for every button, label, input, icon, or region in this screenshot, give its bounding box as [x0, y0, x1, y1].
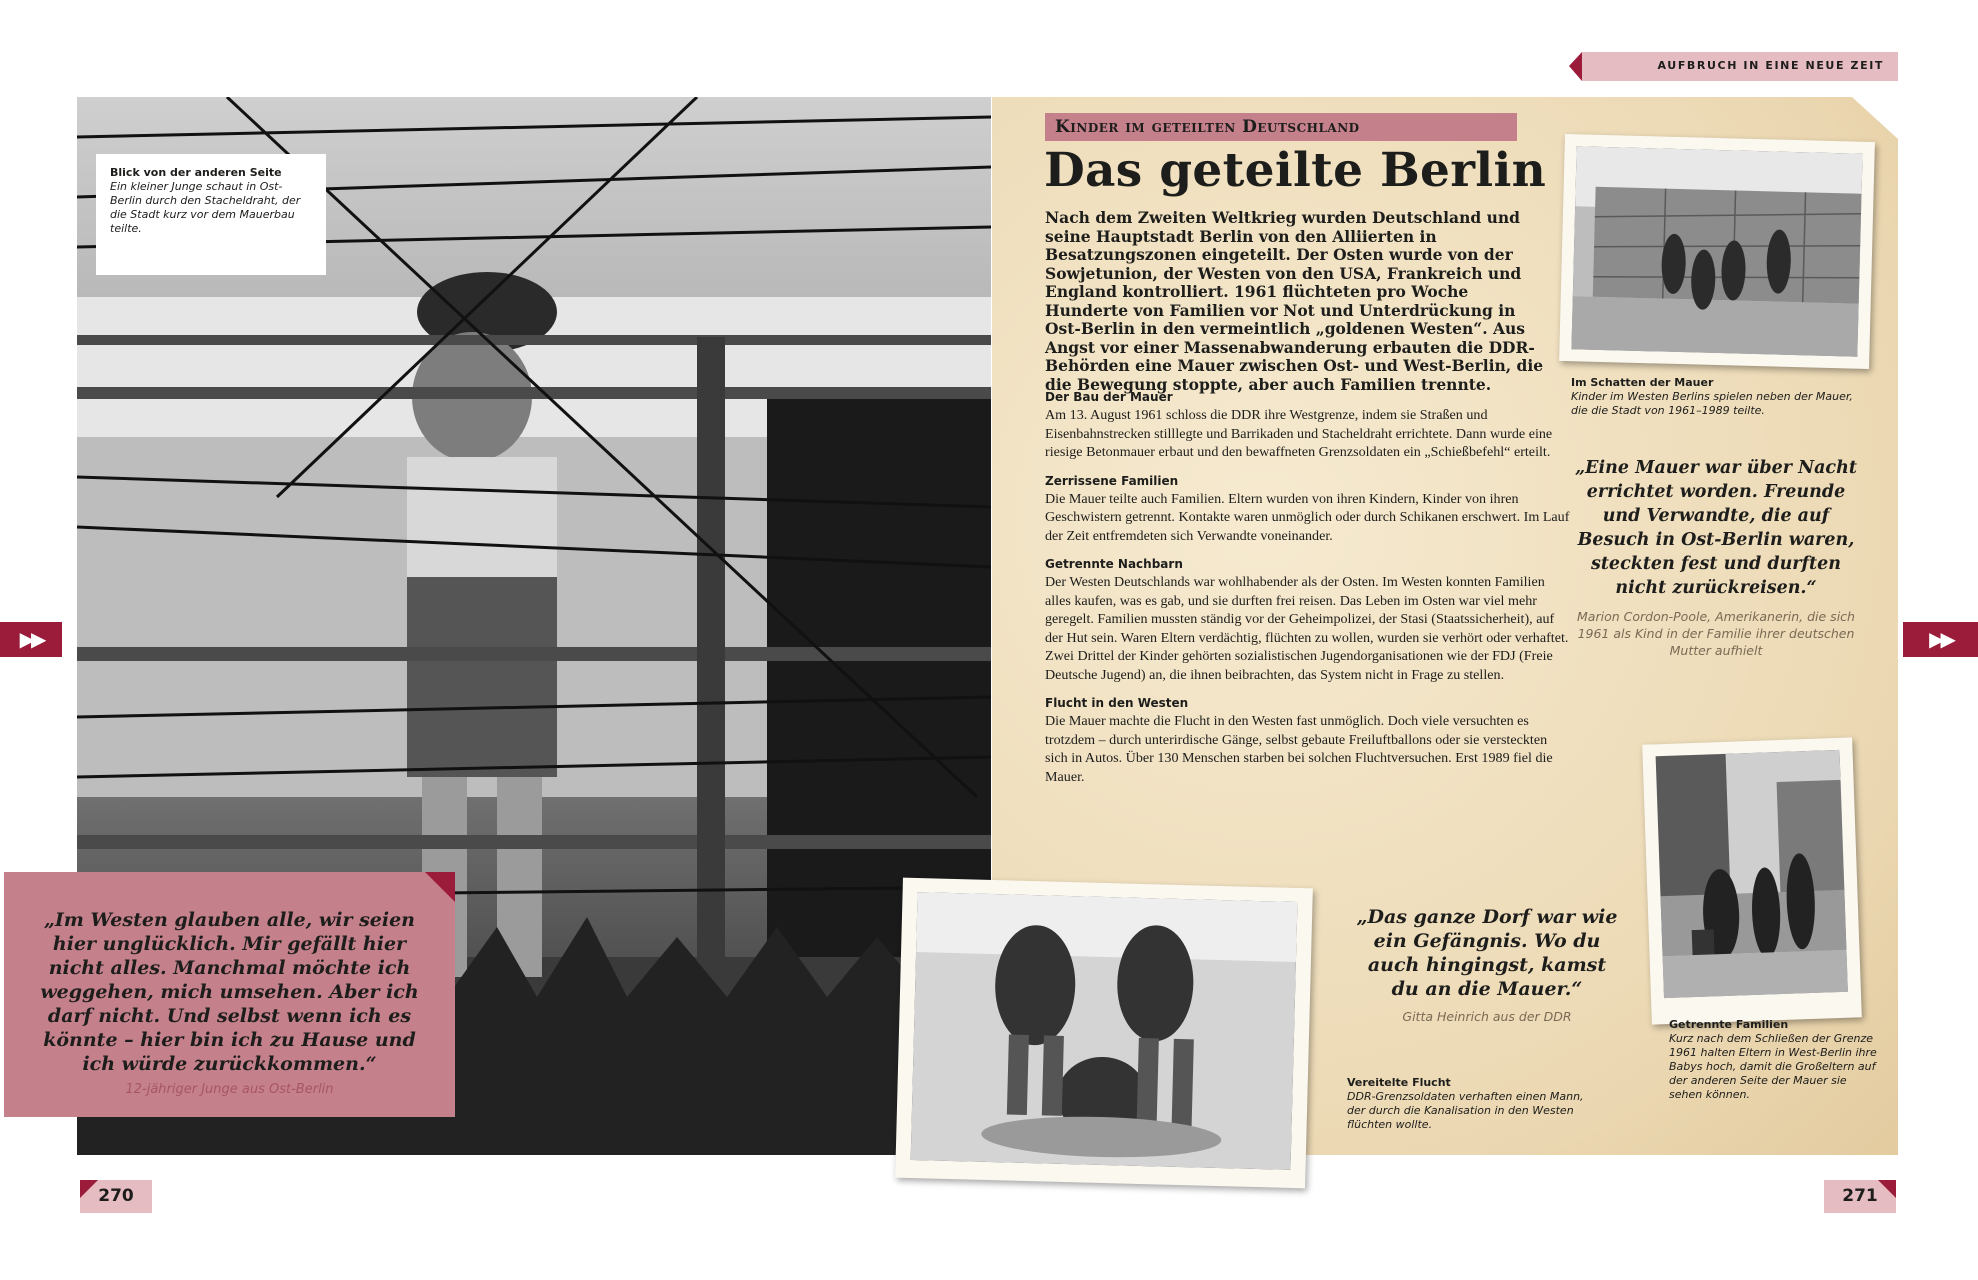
header-triangle-icon: [1569, 52, 1582, 81]
photo-caption-blick: [96, 154, 326, 275]
section-heading: Der Bau der Mauer: [1045, 390, 1173, 404]
body-column: [1045, 389, 1570, 797]
next-arrow-right[interactable]: [1903, 622, 1978, 657]
corner-fold-icon: [425, 872, 455, 902]
caption-title: Blick von der anderen Seite: [110, 166, 282, 179]
photo-caption-getrennte-familien: [1669, 1018, 1879, 1102]
photo-image: [1571, 146, 1862, 356]
caption-text: Kurz nach dem Schließen der Grenze 1961 halten Eltern in West-Berlin ihre Babys hoch, damit die Großeltern auf der anderen Seite der Mauer sie sehen können.: [1669, 1032, 1877, 1101]
page-number-right: [1824, 1180, 1896, 1213]
quote-source: Gitta Heinrich aus der DDR: [1402, 1009, 1572, 1024]
quote-source: Marion Cordon-Poole, Amerikanerin, die sich 1961 als Kind in der Familie ihrer deutschen Mutter aufhielt: [1577, 609, 1855, 658]
quote-text: „Eine Mauer war über Nacht errichtet worden. Freunde und Verwandte, die auf Besuch in Ost-Berlin waren, steckten fest und durften nicht zurückreisen.“: [1575, 458, 1857, 598]
section-heading: Zerrissene Familien: [1045, 473, 1179, 488]
photo-families-wall: [1642, 737, 1862, 1024]
section-heading: Flucht in den Westen: [1045, 696, 1189, 710]
quote-text: „Im Westen glauben alle, wir seien hier unglücklich. Mir gefällt hier nicht alles. Manchmal möchte ich weggehen, mich umsehen. Aber ich darf nicht. Und selbst wenn ich es könnte – hier bin ich zu Hause und ich würde zurückkommen.“: [40, 909, 419, 1075]
page-fold-icon: [1852, 97, 1898, 139]
running-header: [1582, 52, 1898, 81]
photo-caption-vereitelte-flucht: [1347, 1076, 1587, 1132]
next-arrow-left[interactable]: [0, 622, 62, 657]
caption-title: Vereitelte Flucht: [1347, 1076, 1451, 1089]
quote-box-left: [4, 872, 455, 1117]
double-arrow-icon: ▶▶: [19, 627, 43, 651]
page-title: Das geteilte Berlin: [1044, 143, 1547, 198]
caption-title: Getrennte Familien: [1669, 1018, 1789, 1031]
quote-heinrich: [1352, 905, 1622, 1024]
quote-cordon-poole: [1566, 456, 1866, 659]
section-heading: Getrennte Nachbarn: [1045, 557, 1183, 571]
photo-image: [1656, 750, 1848, 998]
caption-text: Ein kleiner Junge schaut in Ost-Berlin durch den Stacheldraht, der die Stadt kurz vor dem Mauerbau teilte.: [110, 180, 301, 235]
page-corner-icon: [1878, 1180, 1896, 1198]
double-arrow-icon: ▶▶: [1929, 627, 1952, 651]
page-number-text: 270: [98, 1186, 134, 1206]
page-number-left: [80, 1180, 152, 1213]
caption-title: Im Schatten der Mauer: [1571, 376, 1714, 389]
caption-text: Kinder im Westen Berlins spielen neben der Mauer, die die Stadt von 1961–1989 teilte.: [1571, 390, 1853, 417]
section-text: Am 13. August 1961 schloss die DDR ihre Westgrenze, indem sie Straßen und Eisenbahnstrecken stilllegte und Barrikaden und Stacheldraht errichtete. Dann wurde eine riesige Betonmauer erbaut und den bewaffneten Grenzsoldaten ein „Schießbefehl“ erteilt.: [1045, 407, 1553, 460]
section-label-text: Kinder im geteilten Deutschland: [1055, 117, 1360, 137]
photo-caption-schatten: [1571, 376, 1871, 418]
page-number-text: 271: [1842, 1186, 1878, 1206]
quote-source: 12-jähriger Junge aus Ost-Berlin: [125, 1082, 334, 1097]
intro-paragraph: Nach dem Zweiten Weltkrieg wurden Deutschland und seine Hauptstadt Berlin von den Alliierten in Besatzungszonen eingeteilt. Der Osten wurde von der Sowjetunion, der Westen von den USA, Frankreich und England kontrolliert. 1961 flüchteten pro Woche Hunderte von Familien vor Not und Unterdrückung in Ost-Berlin in den vermeintlich „goldenen Westen“. Aus Angst vor einer Massenabwanderung erbauten die DDR-Behörden eine Mauer zwischen Ost- und West-Berlin, die die Bewegung stoppte, aber auch Familien trennte.: [1045, 208, 1544, 394]
photo-arrest: [895, 878, 1313, 1189]
caption-text: DDR-Grenzsoldaten verhaften einen Mann, der durch die Kanalisation in den Westen flüchten wollte.: [1347, 1090, 1584, 1131]
section-text: Der Westen Deutschlands war wohlhabender als der Osten. Im Westen konnten Familien alles kaufen, was es gab, und sie durften frei reisen. Das Leben im Osten war viel mehr geregelt. Familien mussten ständig vor der Geheimpolizei, der Stasi (Staatssicherheit), auf der Hut sein. Waren Eltern verdächtig, flüchten zu wollen, wurden sie verhört oder verhaftet. Zwei Drittel der Kinder gehörten sozialistischen Jugendorganisationen wie der FDJ (Freie Deutsche Jugend) an, die ihnen beibrachten, das System nicht in Frage zu stellen.: [1045, 574, 1569, 683]
running-title: AUFBRUCH IN EINE NEUE ZEIT: [1657, 59, 1884, 72]
photo-image: [911, 892, 1298, 1170]
quote-text: „Das ganze Dorf war wie ein Gefängnis. Wo du auch hingingst, kamst du an die Mauer.“: [1356, 906, 1618, 1000]
section-text: Die Mauer teilte auch Familien. Eltern wurden von ihren Kindern, Kinder von ihren Geschwistern getrennt. Kontakte waren unmöglich oder durch Schikanen erschwert. Im Lauf der Zeit entfremdeten sich Verwandte voneinander.: [1045, 490, 1570, 544]
section-text: Die Mauer machte die Flucht in den Westen fast unmöglich. Doch viele versuchten es trotzdem – durch unterirdische Gänge, selbst gebaute Freiluftballons oder sie versteckten sich in Autos. Über 130 Menschen starben bei solchen Fluchtversuchen. Erst 1989 fiel die Mauer.: [1045, 713, 1553, 785]
section-label: [1045, 113, 1517, 141]
page-corner-icon: [80, 1180, 98, 1198]
photo-children-wall: [1559, 134, 1875, 369]
